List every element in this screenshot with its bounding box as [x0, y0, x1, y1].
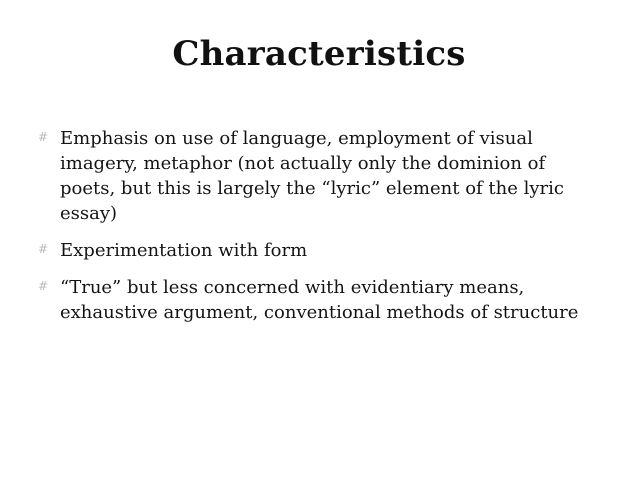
- bullet-list: [38, 126, 598, 337]
- bullet-text: “True” but less concerned with evidentiary means, exhaustive argument, conventional methods of structure: [60, 277, 579, 323]
- hash-bullet-icon: #: [38, 279, 49, 293]
- hash-bullet-icon: #: [38, 130, 49, 144]
- bullet-item: [38, 126, 598, 226]
- bullet-text: Experimentation with form: [60, 240, 308, 261]
- hash-bullet-icon: #: [38, 242, 49, 256]
- bullet-item: [38, 275, 598, 325]
- slide-title: Characteristics: [172, 34, 466, 74]
- bullet-text: Emphasis on use of language, employment of visual imagery, metaphor (not actually only the dominion of poets, but this is largely the “lyric” element of the lyric essay): [60, 128, 564, 224]
- bullet-item: [38, 238, 598, 263]
